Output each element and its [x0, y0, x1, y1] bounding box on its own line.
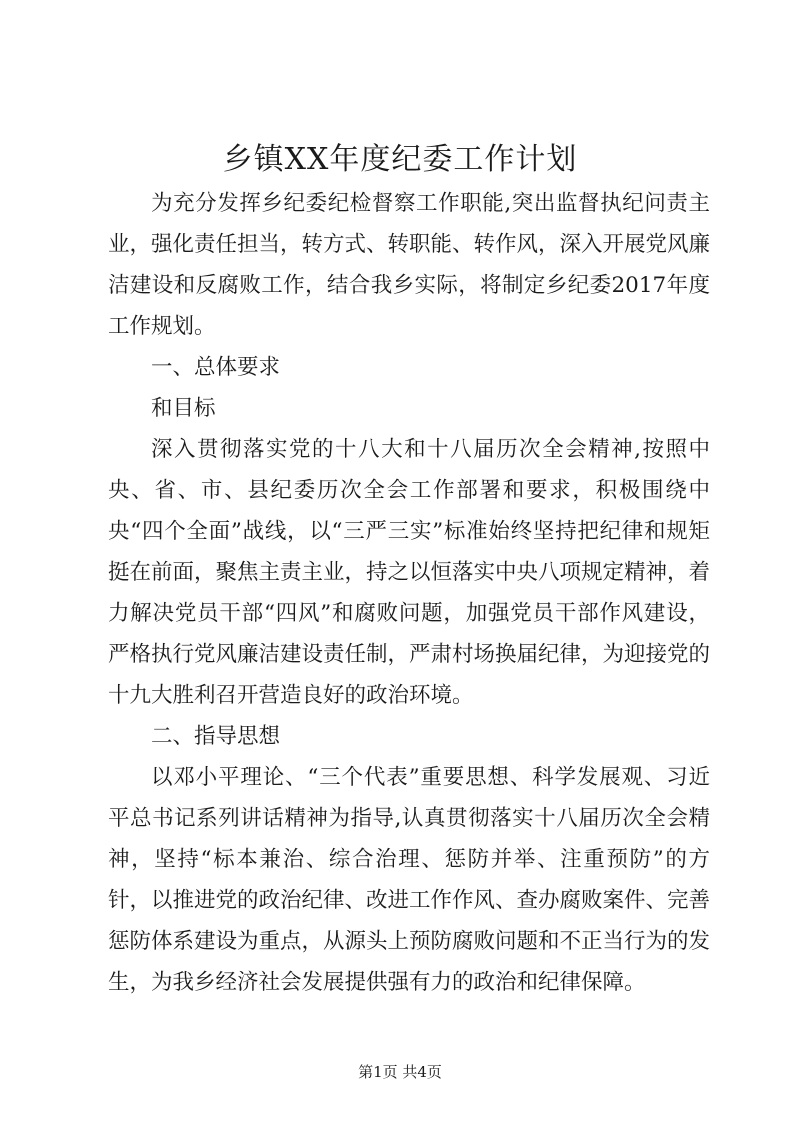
document-body: [108, 183, 710, 1003]
paragraph-intro: 为充分发挥乡纪委纪检督察工作职能,突出监督执纪问责主业，强化责任担当，转方式、转职能、转作风，深入开展党风廉洁建设和反腐败工作，结合我乡实际，将制定乡纪委2017年度工作规划。: [108, 191, 711, 339]
page-number-footer: 第1页 共4页: [358, 1063, 442, 1081]
section-heading-1-continued: 和目标: [151, 396, 216, 421]
paragraph-guiding-thought: 以邓小平理论、“三个代表”重要思想、科学发展观、习近平总书记系列讲话精神为指导,认真贯彻落实十八届历次全会精神，坚持“标本兼治、综合治理、惩防并举、注重预防”的方针，以推进党的政治纪律、改进工作作风、查办腐败案件、完善惩防体系建设为重点，从源头上预防腐败问题和不正当行为的发生，为我乡经济社会发展提供强有力的政治和纪律保障。: [108, 765, 711, 995]
section-heading-2: 二、指导思想: [151, 724, 281, 749]
document-title: 乡镇XX年度纪委工作计划: [222, 142, 578, 177]
section-heading-1: 一、总体要求: [151, 355, 281, 380]
paragraph-requirements: 深入贯彻落实党的十八大和十八届历次全会精神,按照中央、省、市、县纪委历次全会工作部署和要求，积极围绕中央“四个全面”战线，以“三严三实”标准始终坚持把纪律和规矩挺在前面，聚焦主责主业，持之以恒落实中央八项规定精神，着力解决党员干部“四风”和腐败问题，加强党员干部作风建设，严格执行党风廉洁建设责任制，严肃村场换届纪律，为迎接党的十九大胜利召开营造良好的政治环境。: [108, 437, 711, 708]
